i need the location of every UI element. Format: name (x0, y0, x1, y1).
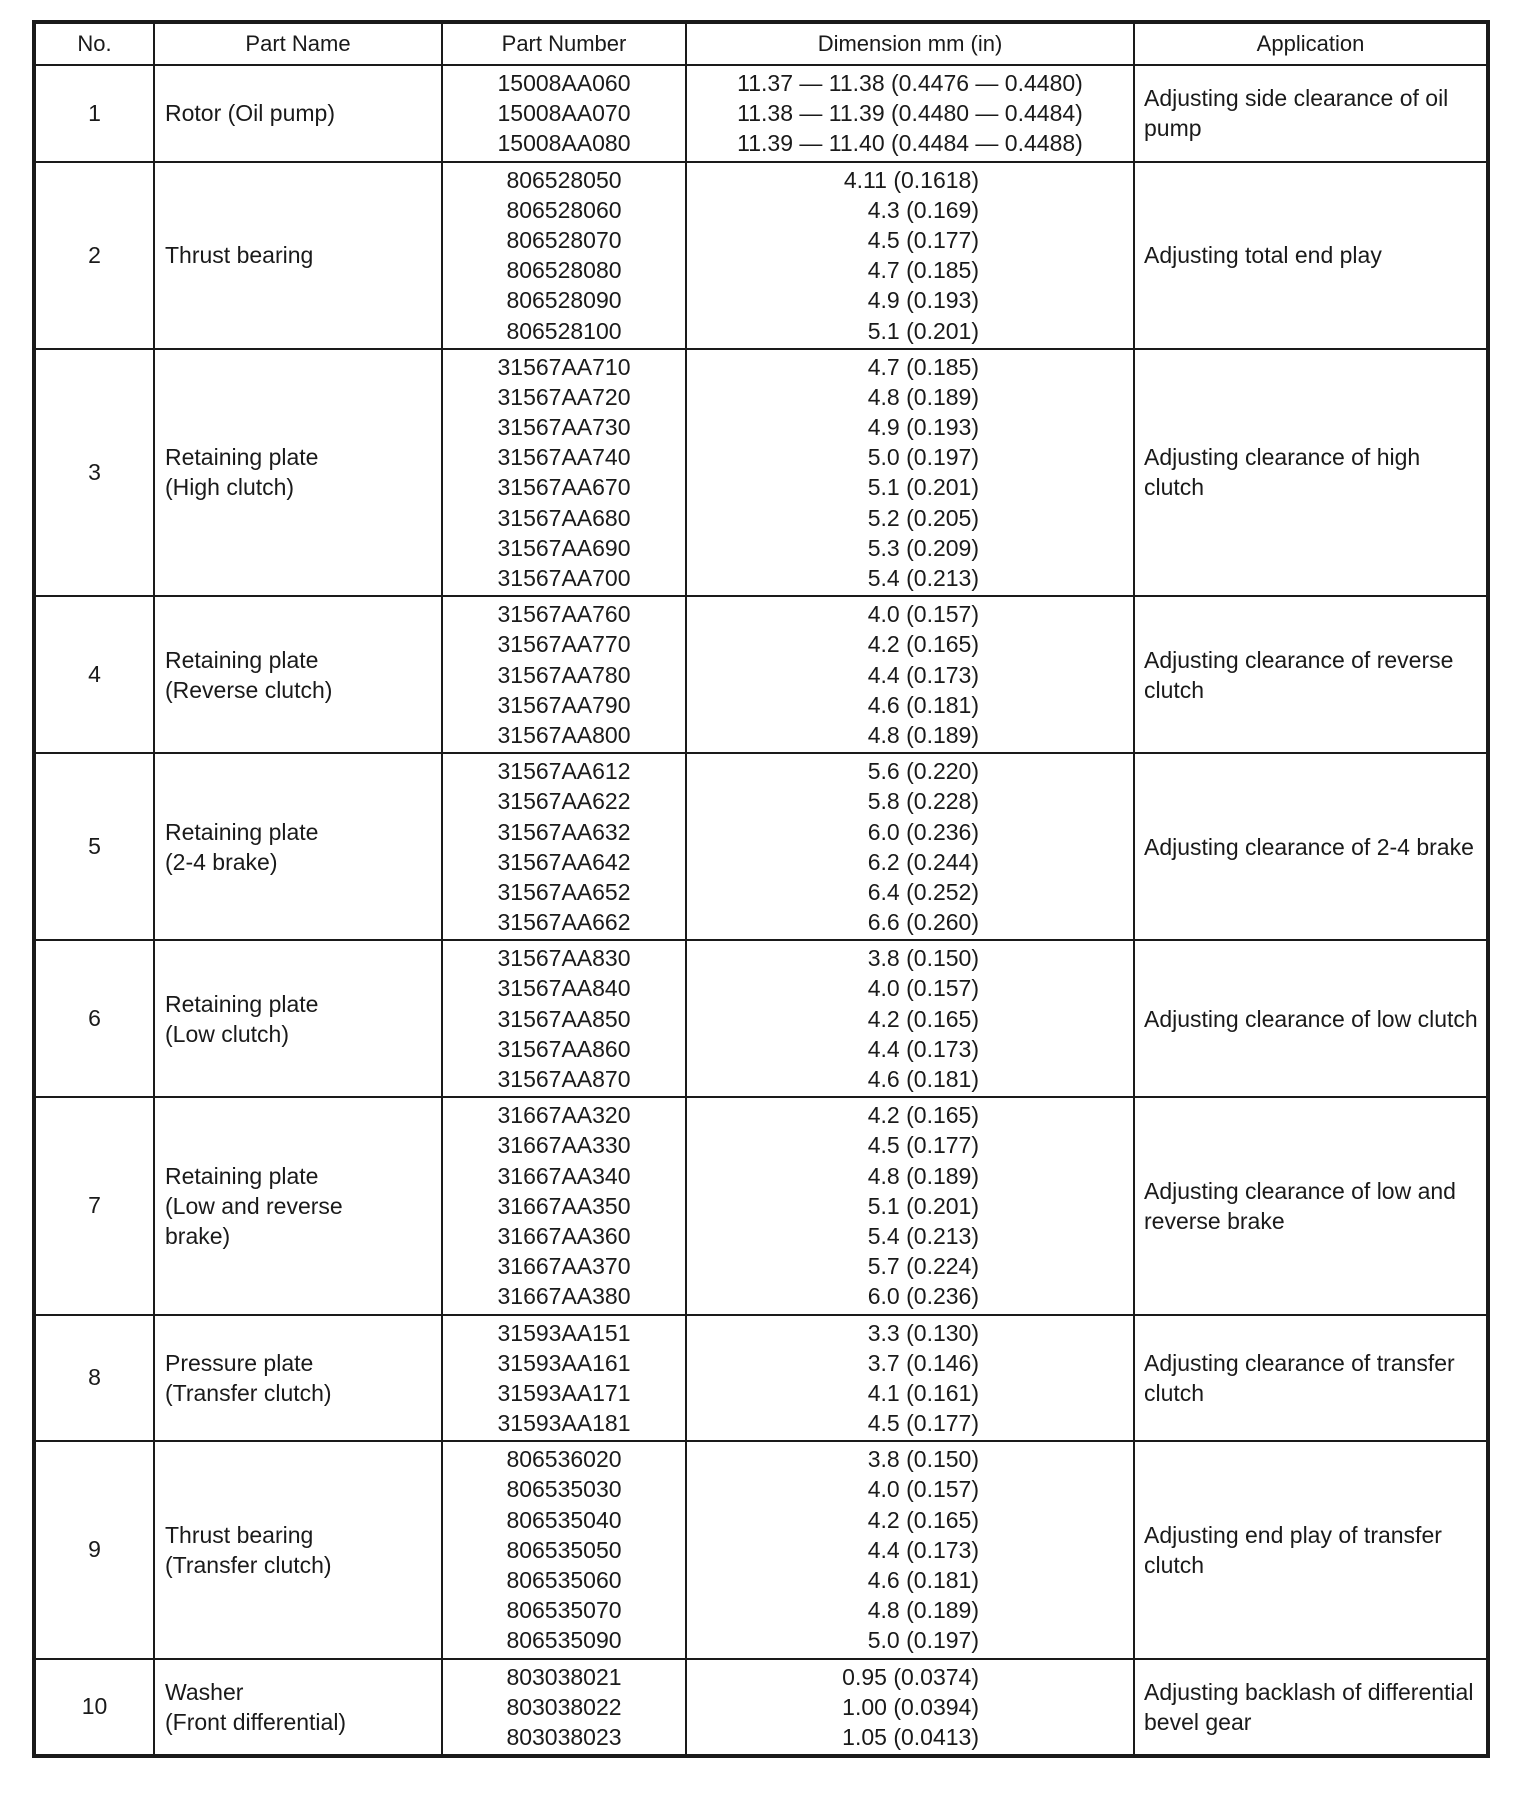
parts-table-sheet (32, 20, 1486, 1758)
row-number: 4 (34, 596, 154, 753)
dimension-cell (686, 940, 1134, 1097)
dimension-value: 6.0 (0.236) (867, 1283, 979, 1310)
part-number: 15008AA070 (497, 100, 631, 127)
part-number: 31567AA662 (497, 909, 631, 936)
dimension-value: 4.8 (0.189) (867, 383, 979, 410)
part-number: 31667AA330 (497, 1132, 631, 1159)
part-name-line: (Transfer clutch) (165, 1551, 332, 1578)
application-cell: Adjusting clearance of low clutch (1134, 940, 1488, 1097)
part-name-cell (154, 753, 442, 940)
part-name-line: Thrust bearing (165, 1521, 314, 1548)
part-number: 31667AA340 (497, 1162, 631, 1189)
row-number: 5 (34, 753, 154, 940)
dimension-value: 4.8 (0.189) (867, 1162, 979, 1189)
part-name-line: Pressure plate (165, 1349, 314, 1376)
part-number: 806535040 (506, 1506, 622, 1533)
table-row (34, 1097, 1488, 1314)
dimension-value: 6.2 (0.244) (867, 848, 979, 875)
part-number: 803038023 (506, 1723, 622, 1750)
part-name-cell (154, 1315, 442, 1442)
part-number-cell (442, 596, 686, 753)
part-number-cell (442, 1097, 686, 1314)
dimension-value: 4.2 (0.165) (867, 1102, 979, 1129)
part-number: 31567AA622 (497, 788, 631, 815)
part-number: 806535070 (506, 1597, 622, 1624)
dimension-value: 4.2 (0.165) (867, 1005, 979, 1032)
table-row (34, 1441, 1488, 1658)
dimension-value: 4.0 (0.157) (867, 601, 979, 628)
dimension-value: 5.4 (0.213) (867, 565, 979, 591)
part-number: 31667AA370 (497, 1253, 631, 1280)
part-number: 806528090 (506, 287, 622, 314)
table-header-row (34, 22, 1488, 65)
part-number: 803038022 (506, 1693, 622, 1720)
part-number: 15008AA060 (497, 70, 631, 96)
dimension-value: 4.0 (0.157) (867, 975, 979, 1002)
part-number-cell (442, 940, 686, 1097)
application-cell: Adjusting backlash of differential bevel gear (1134, 1659, 1488, 1757)
dimension-value: 4.6 (0.181) (867, 1567, 979, 1593)
part-name-cell (154, 940, 442, 1097)
dimension-cell (686, 596, 1134, 753)
dimension-value: 4.5 (0.177) (867, 1132, 979, 1159)
part-name-line: Retaining plate (165, 1162, 319, 1189)
part-name-cell (154, 596, 442, 753)
adjusting-parts-table (32, 20, 1490, 1758)
part-number: 31567AA700 (497, 565, 631, 591)
part-number: 31567AA870 (497, 1066, 631, 1092)
part-number: 31593AA181 (497, 1410, 631, 1437)
application-cell: Adjusting clearance of 2-4 brake (1134, 753, 1488, 940)
dimension-value: 4.5 (0.177) (867, 226, 979, 253)
header-dimension: Dimension mm (in) (686, 22, 1134, 65)
dimension-value: 4.11 (0.1618) (843, 166, 979, 193)
dimension-value: 4.1 (0.161) (867, 1379, 979, 1406)
part-name-line: (Transfer clutch) (165, 1379, 332, 1406)
dimension-value: 5.1 (0.201) (867, 317, 979, 344)
part-number: 806528100 (506, 317, 622, 344)
dimension-value: 5.0 (0.197) (867, 444, 979, 471)
row-number: 8 (34, 1315, 154, 1442)
dimension-value: 3.7 (0.146) (867, 1349, 979, 1376)
header-part-name: Part Name (154, 22, 442, 65)
part-name-line: Retaining plate (165, 444, 319, 471)
dimension-value: 3.3 (0.130) (867, 1319, 979, 1346)
dimension-cell (686, 1659, 1134, 1757)
part-number: 31567AA612 (497, 758, 631, 785)
table-row (34, 162, 1488, 349)
dimension-value: 4.0 (0.157) (867, 1476, 979, 1503)
part-name-line: Retaining plate (165, 818, 319, 845)
application-cell: Adjusting clearance of high clutch (1134, 349, 1488, 597)
part-number: 31567AA790 (497, 691, 631, 718)
dimension-value: 4.8 (0.189) (867, 721, 979, 748)
dimension-value: 4.9 (0.193) (867, 287, 979, 314)
dimension-value: 6.0 (0.236) (867, 818, 979, 845)
part-number-cell (442, 1659, 686, 1757)
table-row (34, 596, 1488, 753)
part-number: 31567AA850 (497, 1005, 631, 1032)
dimension-value: 5.1 (0.201) (867, 1192, 979, 1219)
dimension-value: 5.0 (0.197) (867, 1627, 979, 1654)
dimension-value: 4.2 (0.165) (867, 631, 979, 658)
dimension-value: 4.4 (0.173) (867, 1035, 979, 1062)
table-row (34, 753, 1488, 940)
dimension-value: 5.8 (0.228) (867, 788, 979, 815)
part-number: 31567AA720 (497, 383, 631, 410)
dimension-value: 5.6 (0.220) (867, 758, 979, 785)
dimension-value: 4.4 (0.173) (867, 1536, 979, 1563)
part-number: 15008AA080 (497, 130, 631, 157)
dimension-value: 4.5 (0.177) (867, 1410, 979, 1437)
part-number: 31593AA161 (497, 1349, 631, 1376)
dimension-value: 3.8 (0.150) (867, 1446, 979, 1473)
dimension-cell (686, 1441, 1134, 1658)
application-cell: Adjusting clearance of reverse clutch (1134, 596, 1488, 753)
table-row (34, 65, 1488, 162)
part-number: 31667AA320 (497, 1102, 631, 1129)
part-number: 31567AA710 (497, 353, 631, 380)
part-name-line: Thrust bearing (165, 242, 314, 269)
dimension-value: 6.6 (0.260) (867, 909, 979, 936)
part-name-cell (154, 349, 442, 597)
part-name-line: Washer (165, 1678, 244, 1705)
part-number: 31667AA380 (497, 1283, 631, 1310)
part-name-line: Retaining plate (165, 646, 319, 673)
dimension-value: 11.38 — 11.39 (0.4480 — 0.4484) (737, 100, 1083, 127)
part-number: 806535050 (506, 1536, 622, 1563)
part-number: 31567AA670 (497, 474, 631, 501)
part-number: 31567AA830 (497, 945, 631, 972)
part-name-line: (Reverse clutch) (165, 676, 333, 703)
part-number-cell (442, 162, 686, 349)
dimension-value: 4.8 (0.189) (867, 1597, 979, 1624)
part-number: 806528070 (506, 226, 622, 253)
dimension-value: 3.8 (0.150) (867, 945, 979, 972)
row-number: 1 (34, 65, 154, 162)
table-row (34, 1659, 1488, 1757)
part-number: 806528080 (506, 257, 622, 284)
part-name-line: Retaining plate (165, 990, 319, 1017)
part-number-cell (442, 1315, 686, 1442)
dimension-value: 4.4 (0.173) (867, 661, 979, 688)
dimension-value: 6.4 (0.252) (867, 878, 979, 905)
dimension-value: 5.7 (0.224) (867, 1253, 979, 1280)
application-cell: Adjusting total end play (1134, 162, 1488, 349)
application-cell: Adjusting clearance of transfer clutch (1134, 1315, 1488, 1442)
dimension-cell (686, 65, 1134, 162)
dimension-value: 4.6 (0.181) (867, 691, 979, 718)
dimension-value: 5.2 (0.205) (867, 504, 979, 531)
dimension-value: 1.00 (0.0394) (842, 1693, 979, 1720)
dimension-value: 5.3 (0.209) (867, 534, 979, 561)
part-name-line: (High clutch) (165, 474, 295, 501)
part-number: 31567AA680 (497, 504, 631, 531)
part-number: 31567AA800 (497, 721, 631, 748)
dimension-value: 4.7 (0.185) (867, 353, 979, 380)
dimension-value: 4.2 (0.165) (867, 1506, 979, 1533)
part-name-line: Rotor (Oil pump) (165, 100, 335, 127)
dimension-value: 1.05 (0.0413) (842, 1723, 979, 1750)
part-number: 31567AA690 (497, 534, 631, 561)
row-number: 3 (34, 349, 154, 597)
header-application: Application (1134, 22, 1488, 65)
row-number: 2 (34, 162, 154, 349)
part-number: 31593AA171 (497, 1379, 631, 1406)
part-name-line: (Low clutch) (165, 1020, 289, 1047)
part-number: 31567AA642 (497, 848, 631, 875)
header-no: No. (34, 22, 154, 65)
row-number: 7 (34, 1097, 154, 1314)
part-number: 31667AA350 (497, 1192, 631, 1219)
part-name-line: (Front differential) (165, 1708, 347, 1735)
part-name-line: (Low and reverse (165, 1192, 343, 1219)
dimension-cell (686, 753, 1134, 940)
application-cell: Adjusting end play of transfer clutch (1134, 1441, 1488, 1658)
table-body (34, 65, 1488, 1756)
part-number: 31567AA760 (497, 601, 631, 628)
row-number: 6 (34, 940, 154, 1097)
header-part-number: Part Number (442, 22, 686, 65)
application-cell: Adjusting side clearance of oil pump (1134, 65, 1488, 162)
part-number: 31567AA770 (497, 631, 631, 658)
table-row (34, 940, 1488, 1097)
part-number: 31567AA632 (497, 818, 631, 845)
row-number: 10 (34, 1659, 154, 1757)
part-name-line: (2-4 brake) (165, 848, 278, 875)
dimension-value: 5.4 (0.213) (867, 1222, 979, 1249)
part-name-line: brake) (165, 1222, 231, 1249)
part-number: 806535060 (506, 1567, 622, 1593)
part-number: 806535090 (506, 1627, 622, 1654)
dimension-value: 4.9 (0.193) (867, 414, 979, 441)
part-number-cell (442, 753, 686, 940)
part-name-cell (154, 162, 442, 349)
part-number: 806536020 (506, 1446, 622, 1473)
part-number: 31567AA860 (497, 1035, 631, 1062)
part-number: 31593AA151 (497, 1319, 631, 1346)
dimension-cell (686, 162, 1134, 349)
dimension-cell (686, 349, 1134, 597)
part-number: 31567AA840 (497, 975, 631, 1002)
part-name-cell (154, 1659, 442, 1757)
dimension-value: 4.3 (0.169) (867, 196, 979, 223)
dimension-value: 4.7 (0.185) (867, 257, 979, 284)
part-name-cell (154, 65, 442, 162)
dimension-cell (686, 1097, 1134, 1314)
row-number: 9 (34, 1441, 154, 1658)
table-row (34, 1315, 1488, 1442)
application-cell: Adjusting clearance of low and reverse brake (1134, 1097, 1488, 1314)
part-number: 806535030 (506, 1476, 622, 1503)
dimension-value: 4.6 (0.181) (867, 1066, 979, 1092)
part-number: 31667AA360 (497, 1222, 631, 1249)
part-number: 31567AA652 (497, 878, 631, 905)
part-name-cell (154, 1441, 442, 1658)
dimension-value: 5.1 (0.201) (867, 474, 979, 501)
part-number: 803038021 (506, 1663, 622, 1690)
part-number: 806528050 (506, 166, 622, 193)
dimension-cell (686, 1315, 1134, 1442)
dimension-value: 11.37 — 11.38 (0.4476 — 0.4480) (737, 70, 1083, 96)
part-number: 31567AA730 (497, 414, 631, 441)
part-number-cell (442, 65, 686, 162)
dimension-value: 0.95 (0.0374) (842, 1663, 979, 1690)
part-number: 31567AA740 (497, 444, 631, 471)
part-name-cell (154, 1097, 442, 1314)
dimension-value: 11.39 — 11.40 (0.4484 — 0.4488) (737, 130, 1083, 157)
part-number: 31567AA780 (497, 661, 631, 688)
part-number-cell (442, 349, 686, 597)
part-number-cell (442, 1441, 686, 1658)
table-row (34, 349, 1488, 597)
part-number: 806528060 (506, 196, 622, 223)
